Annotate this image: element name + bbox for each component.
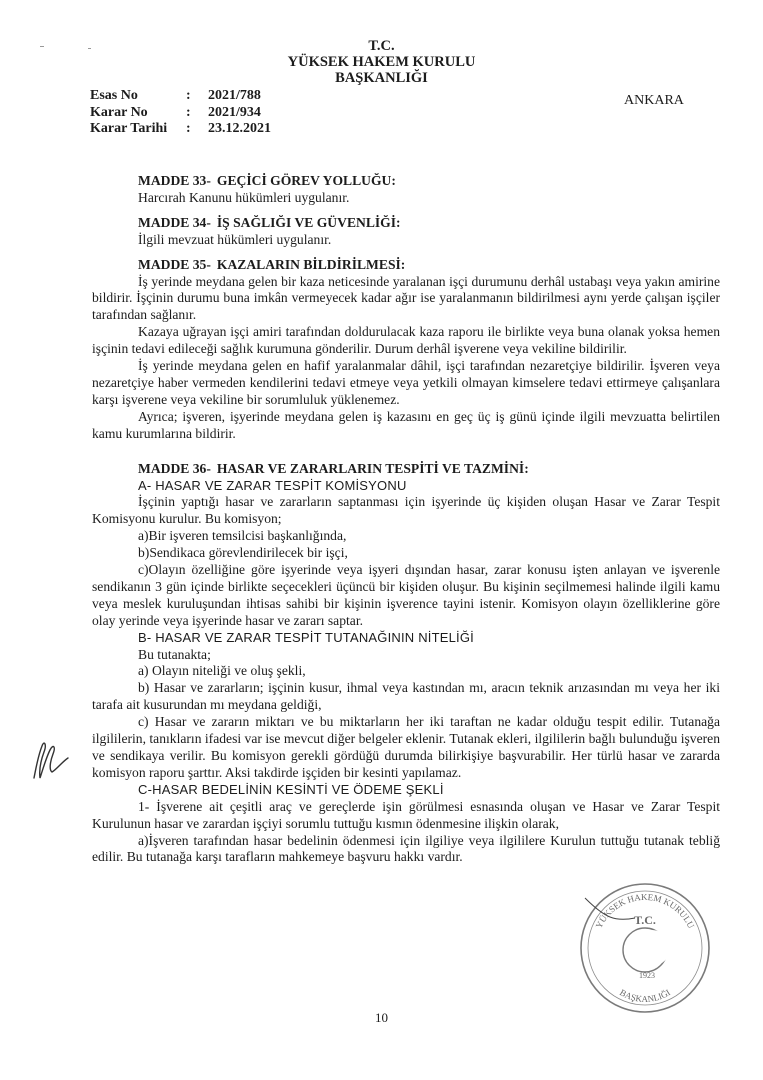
article-number: MADDE 36- <box>138 460 211 476</box>
seal-bottom-text: BAŞKANLIĞI <box>618 987 673 1005</box>
article-34-title <box>138 215 720 232</box>
section-a-paragraph: İşçinin yaptığı hasar ve zararların saptanması için işyerinde üç kişiden oluşan Hasar ve Zarar Tespit Komisyonu kurulur. Bu komisyon; <box>92 494 720 527</box>
article-number: MADDE 33- <box>138 173 211 188</box>
page-number: 10 <box>375 1010 388 1025</box>
tarih-row <box>90 121 271 138</box>
colon: : <box>186 121 191 136</box>
header-line-institution: YÜKSEK HAKEM KURULU <box>287 54 476 70</box>
article-heading: KAZALARIN BİLDİRİLMESİ: <box>216 256 406 272</box>
signature-initials <box>28 728 78 788</box>
colon: : <box>186 104 191 120</box>
esas-row <box>90 88 271 105</box>
esas-label: Esas No <box>90 88 138 103</box>
article-heading: HASAR VE ZARARLARIN TESPİTİ VE TAZMİNİ: <box>216 460 529 476</box>
section-b-item-b: b) Hasar ve zararların; işçinin kusur, ihmal veya kastından mı, aracın teknik arızasından mı veya her iki tarafa ait kusurundan mı meydana geldiği, <box>92 680 720 713</box>
tarih-label: Karar Tarihi <box>90 121 168 136</box>
seal-top-text: YÜKSEK HAKEM KURULU <box>593 891 697 930</box>
article-35-paragraph-2: Kazaya uğrayan işçi amiri tarafından doldurulacak kaza raporu ile birlikte veya buna olanak yoksa hemen işçinin tedavi edileceği sağlık kurumuna gönderilir. Durum derhâl işverene veya vekiline bildirilir. <box>92 324 720 357</box>
article-number: MADDE 34- <box>138 214 211 230</box>
article-34-paragraph: İlgili mevzuat hükümleri uygulanır. <box>138 231 332 247</box>
section-b-item-a: a) Olayın niteliği ve oluş şekli, <box>138 663 306 679</box>
article-35-paragraph-1: İş yerinde meydana gelen bir kaza neticesinde yaralanan işçi durumunu derhâl ustabaşı veya yakın amirine bildirir. İşçinin durumu buna imkân vermeyecek kadar ağır ise yaralanmanın bildirilmesi aynı yerde çalışan işçiler tarafından sağlanır. <box>92 273 720 323</box>
section-b-item-c: c) Hasar ve zararın miktarı ve bu miktarların her iki taraftan ne kadar olduğu tespit edilir. Tutanağa ilgililerin, tanıkların ifadesi var ise mevcut diğer belgeler eklenir. Tutanak ekleri, ilgililerin bağlı bulunduğu işveren ve sendikaya verilir. Bu komisyon gerekli gördüğü durumda bilirkişiye başvurabilir. Her türlü hasar ve zararda komisyon raporu şarttır. Aksi takdirde işçiden bir kesinti yapılamaz. <box>92 714 720 780</box>
section-a-item-a: a)Bir işveren temsilcisi başkanlığında, <box>138 528 347 544</box>
article-33-title <box>138 173 720 190</box>
section-b-heading: B- HASAR VE ZARAR TESPİT TUTANAĞININ NİTELİĞİ <box>138 629 474 645</box>
article-35-title <box>138 257 720 274</box>
colon: : <box>186 88 191 103</box>
official-seal <box>575 878 715 1018</box>
article-36-title <box>138 461 720 478</box>
case-metadata <box>90 88 271 138</box>
section-a-item-c: c)Olayın özelliğine göre işyerinde veya işyeri dışından hasar, zarar konusu işten anlayan ve işverenle sendikanın 3 gün içinde birlikte seçecekleri üçüncü bir kişiden oluşur. Bu kişinin seçilmemesi halinde ilgili kamu veya meslek kuruluşundan ihtisas sahibi bir kişinin işverence tayini istenir. Komisyon olayın özelliklerine göre olay yerinde veya işyerinde hasar ve zararı saptar. <box>92 562 720 628</box>
tarih-value: 23.12.2021 <box>208 121 271 136</box>
seal-year: 1923 <box>639 971 655 980</box>
section-c-item-1: 1- İşverene ait çeşitli araç ve gereçlerde işin görülmesi esnasında oluşan ve Hasar ve Zarar Tespit Kurulunun hasar ve zarardan işçiyi sorumlu tuttuğu kısmın ödenmesine ilişkin olarak, <box>92 798 720 831</box>
article-33-paragraph: Harcırah Kanunu hükümleri uygulanır. <box>138 189 350 205</box>
header-line-tc: T.C. <box>368 38 395 54</box>
city-name: ANKARA <box>624 93 684 108</box>
section-c-heading: C-HASAR BEDELİNİN KESİNTİ VE ÖDEME ŞEKLİ <box>138 781 444 797</box>
karar-label: Karar No <box>90 104 148 120</box>
karar-value: 2021/934 <box>208 104 261 120</box>
document-body <box>92 173 720 866</box>
article-heading: GEÇİCİ GÖREV YOLLUĞU: <box>216 173 396 188</box>
section-c-item-a: a)İşveren tarafından hasar bedelinin ödenmesi için ilgiliye veya ilgililere Kurulun tuttuğu tutanak tebliğ edilir. Bu tutanağa karşı tarafların mahkemeye başvuru hakkı vardır. <box>92 832 720 865</box>
article-heading: İŞ SAĞLIĞI VE GÜVENLİĞİ: <box>216 214 401 230</box>
article-35-paragraph-4: Ayrıca; işveren, işyerinde meydana gelen iş kazasını en geç üç iş günü içinde ilgili mevzuatta belirtilen kamu kurumlarına bildirir. <box>92 408 720 441</box>
section-b-intro: Bu tutanakta; <box>138 646 211 662</box>
esas-value: 2021/788 <box>208 88 261 103</box>
document-header <box>0 38 763 86</box>
article-number: MADDE 35- <box>138 256 211 272</box>
header-line-presidency: BAŞKANLIĞI <box>335 70 428 86</box>
article-35-paragraph-3: İş yerinde meydana gelen en hafif yaralanmalar dâhil, işçi tarafından nezaretçiye bildirilir. İşveren veya nezaretçiye haber vermeden kendilerini tedavi etmeye veya yetkili olmayan kimselere tedavi ettirmeye çalışanlara karşı işverene veya vekiline bir sorumluluk yüklenemez. <box>92 358 720 407</box>
section-a-heading: A- HASAR VE ZARAR TESPİT KOMİSYONU <box>138 477 407 493</box>
section-a-item-b: b)Sendikaca görevlendirilecek bir işçi, <box>138 545 348 561</box>
seal-center-text: T.C. <box>634 913 656 927</box>
karar-row <box>90 105 271 122</box>
